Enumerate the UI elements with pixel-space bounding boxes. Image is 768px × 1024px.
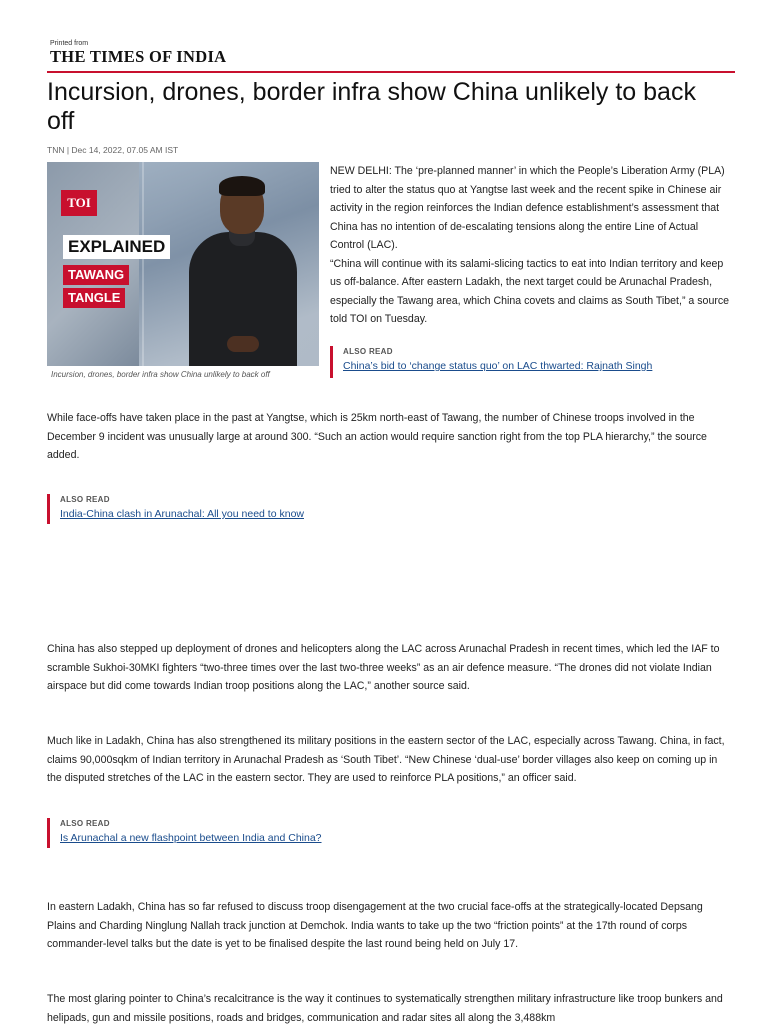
- paragraph-3: While face-offs have taken place in the past at Yangtse, which is 25km north-east of Tawang, the number of Chinese troops involved in the December 9 incident was unusually large at around 300. “Such an action would require sanction right from the top PLA hierarchy,” the source added.: [47, 412, 707, 461]
- also-read-bar: [47, 818, 50, 848]
- toi-logo[interactable]: THE TIMES OF INDIA: [50, 47, 227, 66]
- toi-badge: TOI: [61, 190, 97, 216]
- masthead: [50, 40, 226, 66]
- paragraph-5: Much like in Ladakh, China has also strengthened its military positions in the eastern sector of the LAC, especially across Tawang. China, in fact, claims 90,000sqkm of Indian territory in Arunachal Pradesh as ‘South Tibet’. “New Chinese ‘dual-use’ border villages also keep on coming up in the disputed stretches of the LAC in the eastern sector. They are used to reinforce PLA positions,” an officer said.: [47, 735, 725, 784]
- tawang-tag: TAWANG: [63, 265, 129, 285]
- paragraph-6: In eastern Ladakh, China has so far refused to discuss troop disengagement at the two crucial face-offs at the strategically-located Depsang Plains and Charding Ninglung Nallah track junction at Demchok. India wants to take up the two “friction points” at the 17th round of corps commander-level talks but the date is yet to be finalised despite the last round being held on July 17.: [47, 901, 703, 950]
- presenter-hair: [219, 176, 265, 196]
- article-headline: Incursion, drones, border infra show China unlikely to back off: [47, 78, 696, 135]
- tangle-tag: TANGLE: [63, 288, 125, 308]
- lead-column: [330, 162, 730, 329]
- header-divider: [47, 71, 735, 73]
- also-read-label: ALSO READ: [60, 495, 110, 504]
- article-byline: TNN | Dec 14, 2022, 07.05 AM IST: [47, 145, 179, 155]
- lead-paragraph-2: “China will continue with its salami-slicing tactics to eat into Indian territory and keep us off-balance. After eastern Ladakh, the next target could be Arunachal Pradesh, especially the Tawang area, which China covets and claims as South Tibet,” a source told TOI on Tuesday.: [330, 257, 730, 325]
- also-read-label: ALSO READ: [60, 819, 110, 828]
- image-caption: Incursion, drones, border infra show China unlikely to back off: [51, 370, 270, 379]
- also-read-bar: [47, 494, 50, 524]
- also-read-1: [330, 346, 652, 378]
- also-read-3: [47, 818, 322, 848]
- also-read-link-clash[interactable]: India-China clash in Arunachal: All you need to know: [60, 508, 304, 520]
- also-read-link-rajnath[interactable]: China’s bid to ‘change status quo’ on LAC thwarted: Rajnath Singh: [343, 360, 653, 372]
- explained-label: EXPLAINED: [63, 235, 170, 259]
- presenter-figure: [183, 176, 303, 366]
- also-read-label: ALSO READ: [343, 347, 393, 356]
- paragraph-4: China has also stepped up deployment of drones and helicopters along the LAC across Arunachal Pradesh in recent times, which led the IAF to scramble Sukhoi-30MKI fighters “two-three times over the last two-three weeks” as an air defence measure. “The drones did not violate Indian airspace but did come towards Indian troop positions along the LAC,” another source said.: [47, 643, 720, 692]
- article-video-thumbnail[interactable]: [47, 162, 319, 366]
- also-read-2: [47, 494, 304, 524]
- also-read-bar: [330, 346, 333, 378]
- printed-from-label: Printed from: [50, 40, 89, 47]
- also-read-link-flashpoint[interactable]: Is Arunachal a new flashpoint between India and China?: [60, 832, 322, 844]
- lead-paragraph-1: NEW DELHI: The ‘pre-planned manner’ in which the People’s Liberation Army (PLA) tried to alter the status quo at Yangtse last week and the recent spike in Chinese air activity in the region reinforces the Indian defence establishment’s assessment that China has no intention of de-escalating tensions along the entire Line of Actual Control (LAC).: [330, 165, 725, 251]
- paragraph-7: The most glaring pointer to China’s recalcitrance is the way it continues to systematically strengthen military infrastructure like troop bunkers and helipads, gun and missile positions, roads and bridges, communication and radar sites all along the 3,488km: [47, 993, 723, 1024]
- thumbnail-divider: [142, 162, 144, 366]
- presenter-hands: [227, 336, 259, 352]
